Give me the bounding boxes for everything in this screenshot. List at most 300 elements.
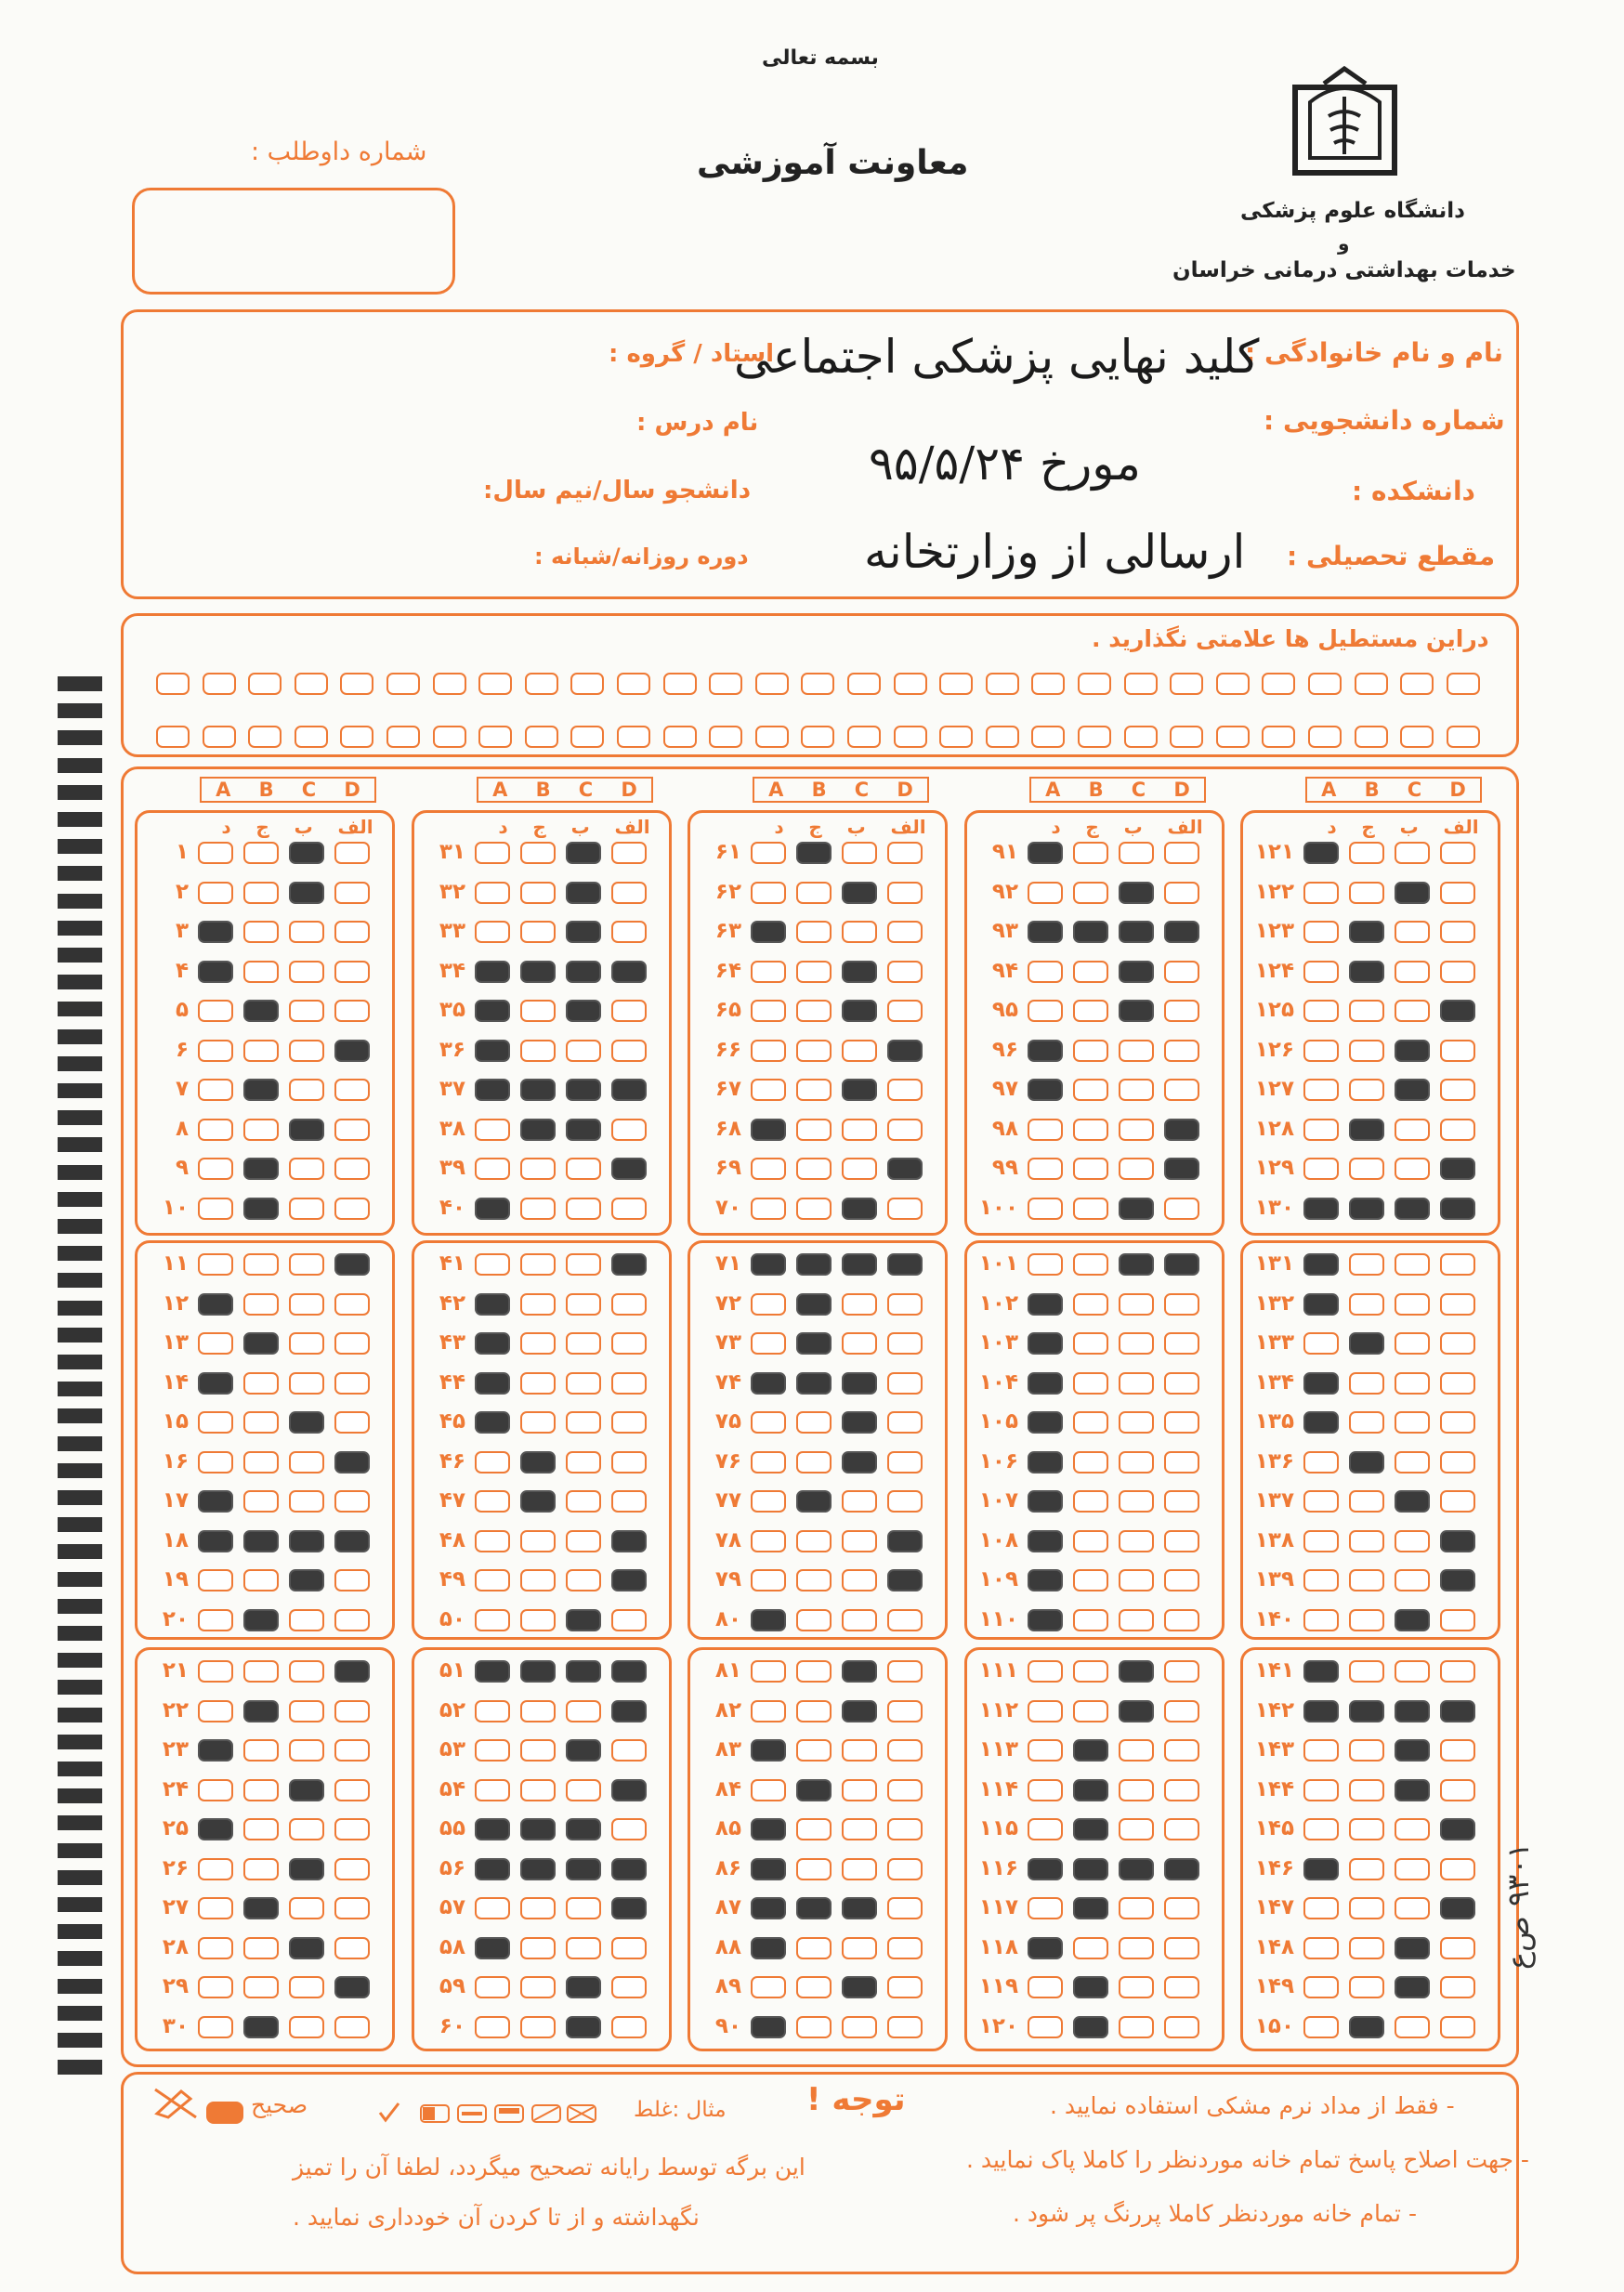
answer-bubble[interactable] — [566, 1897, 601, 1919]
answer-bubble[interactable] — [611, 1700, 647, 1722]
answer-bubble[interactable] — [566, 1779, 601, 1801]
answer-bubble[interactable] — [334, 1569, 370, 1591]
answer-bubble[interactable] — [198, 1897, 233, 1919]
answer-bubble[interactable] — [1119, 1372, 1154, 1395]
answer-bubble[interactable] — [1349, 1660, 1384, 1683]
answer-bubble[interactable] — [520, 1119, 556, 1141]
answer-bubble[interactable] — [1440, 1253, 1475, 1276]
answer-bubble[interactable] — [1028, 1079, 1063, 1101]
answer-bubble[interactable] — [842, 1332, 877, 1355]
answer-bubble[interactable] — [198, 1040, 233, 1062]
answer-bubble[interactable] — [1073, 1293, 1108, 1316]
answer-bubble[interactable] — [1028, 1739, 1063, 1762]
answer-bubble[interactable] — [1303, 1779, 1339, 1801]
answer-bubble[interactable] — [1164, 1858, 1199, 1880]
answer-bubble[interactable] — [1395, 1530, 1430, 1552]
answer-bubble[interactable] — [611, 1198, 647, 1220]
answer-bubble[interactable] — [566, 1976, 601, 1998]
answer-bubble[interactable] — [611, 1040, 647, 1062]
answer-bubble[interactable] — [475, 1198, 510, 1220]
answer-bubble[interactable] — [1073, 1739, 1108, 1762]
answer-bubble[interactable] — [1073, 1779, 1108, 1801]
answer-bubble[interactable] — [198, 1451, 233, 1473]
answer-bubble[interactable] — [751, 1198, 786, 1220]
answer-bubble[interactable] — [887, 1739, 923, 1762]
answer-bubble[interactable] — [842, 1739, 877, 1762]
answer-bubble[interactable] — [1028, 1198, 1063, 1220]
answer-bubble[interactable] — [198, 1158, 233, 1180]
answer-bubble[interactable] — [887, 1937, 923, 1959]
answer-bubble[interactable] — [475, 1818, 510, 1840]
answer-bubble[interactable] — [566, 1158, 601, 1180]
answer-bubble[interactable] — [1164, 921, 1199, 943]
answer-bubble[interactable] — [566, 1530, 601, 1552]
answer-bubble[interactable] — [1164, 1609, 1199, 1631]
answer-bubble[interactable] — [520, 1451, 556, 1473]
answer-bubble[interactable] — [243, 1079, 279, 1101]
answer-bubble[interactable] — [289, 961, 324, 983]
answer-bubble[interactable] — [887, 1858, 923, 1880]
answer-bubble[interactable] — [1119, 2016, 1154, 2038]
answer-bubble[interactable] — [289, 1779, 324, 1801]
answer-bubble[interactable] — [1164, 2016, 1199, 2038]
answer-bubble[interactable] — [751, 921, 786, 943]
answer-bubble[interactable] — [289, 1079, 324, 1101]
answer-bubble[interactable] — [1119, 1569, 1154, 1591]
answer-bubble[interactable] — [751, 1490, 786, 1513]
answer-bubble[interactable] — [1073, 1937, 1108, 1959]
answer-bubble[interactable] — [887, 1293, 923, 1316]
answer-bubble[interactable] — [1164, 1739, 1199, 1762]
answer-bubble[interactable] — [1440, 1490, 1475, 1513]
answer-bubble[interactable] — [842, 1000, 877, 1022]
answer-bubble[interactable] — [475, 842, 510, 864]
answer-bubble[interactable] — [1303, 1569, 1339, 1591]
answer-bubble[interactable] — [1395, 1079, 1430, 1101]
answer-bubble[interactable] — [1028, 1253, 1063, 1276]
answer-bubble[interactable] — [751, 1411, 786, 1434]
answer-bubble[interactable] — [796, 842, 832, 864]
answer-bubble[interactable] — [751, 1700, 786, 1722]
answer-bubble[interactable] — [198, 1569, 233, 1591]
answer-bubble[interactable] — [1349, 1158, 1384, 1180]
answer-bubble[interactable] — [1395, 1040, 1430, 1062]
answer-bubble[interactable] — [1440, 1158, 1475, 1180]
answer-bubble[interactable] — [1028, 961, 1063, 983]
answer-bubble[interactable] — [1395, 1897, 1430, 1919]
answer-bubble[interactable] — [334, 1490, 370, 1513]
answer-bubble[interactable] — [243, 1253, 279, 1276]
answer-bubble[interactable] — [611, 1158, 647, 1180]
answer-bubble[interactable] — [1440, 1451, 1475, 1473]
answer-bubble[interactable] — [566, 1119, 601, 1141]
answer-bubble[interactable] — [566, 921, 601, 943]
answer-bubble[interactable] — [887, 2016, 923, 2038]
answer-bubble[interactable] — [611, 1818, 647, 1840]
answer-bubble[interactable] — [520, 1253, 556, 1276]
answer-bubble[interactable] — [1073, 842, 1108, 864]
answer-bubble[interactable] — [243, 842, 279, 864]
answer-bubble[interactable] — [751, 842, 786, 864]
answer-bubble[interactable] — [1164, 1079, 1199, 1101]
answer-bubble[interactable] — [1440, 1332, 1475, 1355]
answer-bubble[interactable] — [566, 1253, 601, 1276]
answer-bubble[interactable] — [475, 921, 510, 943]
answer-bubble[interactable] — [887, 1253, 923, 1276]
answer-bubble[interactable] — [842, 1411, 877, 1434]
answer-bubble[interactable] — [1119, 842, 1154, 864]
answer-bubble[interactable] — [611, 842, 647, 864]
answer-bubble[interactable] — [1349, 1858, 1384, 1880]
answer-bubble[interactable] — [842, 1818, 877, 1840]
answer-bubble[interactable] — [566, 1451, 601, 1473]
answer-bubble[interactable] — [1028, 1700, 1063, 1722]
answer-bubble[interactable] — [611, 961, 647, 983]
answer-bubble[interactable] — [1073, 1976, 1108, 1998]
answer-bubble[interactable] — [520, 1293, 556, 1316]
answer-bubble[interactable] — [751, 1293, 786, 1316]
answer-bubble[interactable] — [198, 1119, 233, 1141]
answer-bubble[interactable] — [1303, 1660, 1339, 1683]
answer-bubble[interactable] — [243, 1779, 279, 1801]
answer-bubble[interactable] — [566, 1000, 601, 1022]
answer-bubble[interactable] — [334, 1700, 370, 1722]
answer-bubble[interactable] — [611, 1779, 647, 1801]
answer-bubble[interactable] — [1119, 1739, 1154, 1762]
answer-bubble[interactable] — [1395, 1198, 1430, 1220]
answer-bubble[interactable] — [520, 1332, 556, 1355]
answer-bubble[interactable] — [796, 1198, 832, 1220]
answer-bubble[interactable] — [475, 1079, 510, 1101]
answer-bubble[interactable] — [520, 1158, 556, 1180]
answer-bubble[interactable] — [1395, 1976, 1430, 1998]
answer-bubble[interactable] — [1440, 1739, 1475, 1762]
answer-bubble[interactable] — [243, 1490, 279, 1513]
answer-bubble[interactable] — [520, 961, 556, 983]
answer-bubble[interactable] — [243, 1976, 279, 1998]
answer-bubble[interactable] — [520, 882, 556, 904]
answer-bubble[interactable] — [1349, 1937, 1384, 1959]
answer-bubble[interactable] — [796, 1779, 832, 1801]
answer-bubble[interactable] — [1164, 1660, 1199, 1683]
answer-bubble[interactable] — [887, 1976, 923, 1998]
answer-bubble[interactable] — [796, 961, 832, 983]
answer-bubble[interactable] — [243, 1372, 279, 1395]
answer-bubble[interactable] — [1349, 1198, 1384, 1220]
answer-bubble[interactable] — [1440, 1660, 1475, 1683]
answer-bubble[interactable] — [1119, 921, 1154, 943]
answer-bubble[interactable] — [1303, 1937, 1339, 1959]
answer-bubble[interactable] — [1349, 1253, 1384, 1276]
answer-bubble[interactable] — [887, 1490, 923, 1513]
answer-bubble[interactable] — [1395, 882, 1430, 904]
answer-bubble[interactable] — [887, 1569, 923, 1591]
answer-bubble[interactable] — [1119, 1158, 1154, 1180]
answer-bubble[interactable] — [289, 1739, 324, 1762]
answer-bubble[interactable] — [887, 842, 923, 864]
answer-bubble[interactable] — [1164, 1198, 1199, 1220]
answer-bubble[interactable] — [1164, 1569, 1199, 1591]
answer-bubble[interactable] — [1073, 1198, 1108, 1220]
answer-bubble[interactable] — [475, 1119, 510, 1141]
answer-bubble[interactable] — [1119, 1119, 1154, 1141]
answer-bubble[interactable] — [520, 1739, 556, 1762]
answer-bubble[interactable] — [796, 1739, 832, 1762]
answer-bubble[interactable] — [243, 921, 279, 943]
answer-bubble[interactable] — [1395, 1332, 1430, 1355]
answer-bubble[interactable] — [611, 1490, 647, 1513]
answer-bubble[interactable] — [1349, 1332, 1384, 1355]
answer-bubble[interactable] — [611, 1739, 647, 1762]
answer-bubble[interactable] — [1119, 1451, 1154, 1473]
answer-bubble[interactable] — [198, 921, 233, 943]
answer-bubble[interactable] — [198, 1937, 233, 1959]
answer-bubble[interactable] — [1440, 961, 1475, 983]
answer-bubble[interactable] — [1164, 1411, 1199, 1434]
answer-bubble[interactable] — [475, 1739, 510, 1762]
answer-bubble[interactable] — [334, 882, 370, 904]
answer-bubble[interactable] — [887, 1158, 923, 1180]
answer-bubble[interactable] — [751, 1332, 786, 1355]
answer-bubble[interactable] — [520, 1700, 556, 1722]
answer-bubble[interactable] — [198, 1700, 233, 1722]
answer-bubble[interactable] — [243, 1569, 279, 1591]
answer-bubble[interactable] — [566, 1660, 601, 1683]
answer-bubble[interactable] — [796, 1818, 832, 1840]
answer-bubble[interactable] — [1028, 921, 1063, 943]
answer-bubble[interactable] — [751, 1119, 786, 1141]
answer-bubble[interactable] — [1028, 1119, 1063, 1141]
answer-bubble[interactable] — [751, 1739, 786, 1762]
answer-bubble[interactable] — [611, 1660, 647, 1683]
answer-bubble[interactable] — [796, 1490, 832, 1513]
answer-bubble[interactable] — [566, 1937, 601, 1959]
answer-bubble[interactable] — [1349, 2016, 1384, 2038]
answer-bubble[interactable] — [475, 961, 510, 983]
answer-bubble[interactable] — [1349, 1779, 1384, 1801]
answer-bubble[interactable] — [1349, 882, 1384, 904]
answer-bubble[interactable] — [1395, 1858, 1430, 1880]
answer-bubble[interactable] — [1303, 1198, 1339, 1220]
answer-bubble[interactable] — [1349, 1490, 1384, 1513]
answer-bubble[interactable] — [475, 1897, 510, 1919]
answer-bubble[interactable] — [289, 1858, 324, 1880]
answer-bubble[interactable] — [1028, 1411, 1063, 1434]
answer-bubble[interactable] — [566, 1040, 601, 1062]
answer-bubble[interactable] — [475, 1858, 510, 1880]
answer-bubble[interactable] — [1395, 1411, 1430, 1434]
answer-bubble[interactable] — [1440, 1779, 1475, 1801]
answer-bubble[interactable] — [842, 1937, 877, 1959]
answer-bubble[interactable] — [289, 882, 324, 904]
answer-bubble[interactable] — [1164, 1040, 1199, 1062]
answer-bubble[interactable] — [1164, 1253, 1199, 1276]
answer-bubble[interactable] — [1440, 1569, 1475, 1591]
answer-bubble[interactable] — [475, 1530, 510, 1552]
answer-bubble[interactable] — [1073, 1411, 1108, 1434]
answer-bubble[interactable] — [796, 1451, 832, 1473]
answer-bubble[interactable] — [1028, 1372, 1063, 1395]
answer-bubble[interactable] — [243, 1411, 279, 1434]
answer-bubble[interactable] — [1349, 1569, 1384, 1591]
answer-bubble[interactable] — [1119, 1937, 1154, 1959]
answer-bubble[interactable] — [1119, 1660, 1154, 1683]
answer-bubble[interactable] — [1349, 1976, 1384, 1998]
answer-bubble[interactable] — [520, 1897, 556, 1919]
answer-bubble[interactable] — [1349, 1293, 1384, 1316]
answer-bubble[interactable] — [1303, 1858, 1339, 1880]
answer-bubble[interactable] — [520, 1198, 556, 1220]
answer-bubble[interactable] — [611, 2016, 647, 2038]
answer-bubble[interactable] — [1303, 1451, 1339, 1473]
answer-bubble[interactable] — [1440, 1000, 1475, 1022]
answer-bubble[interactable] — [1164, 1372, 1199, 1395]
answer-bubble[interactable] — [334, 2016, 370, 2038]
answer-bubble[interactable] — [887, 1451, 923, 1473]
answer-bubble[interactable] — [1303, 921, 1339, 943]
answer-bubble[interactable] — [475, 1451, 510, 1473]
answer-bubble[interactable] — [842, 842, 877, 864]
answer-bubble[interactable] — [751, 1779, 786, 1801]
answer-bubble[interactable] — [1028, 1858, 1063, 1880]
answer-bubble[interactable] — [334, 921, 370, 943]
answer-bubble[interactable] — [566, 1700, 601, 1722]
answer-bubble[interactable] — [1303, 842, 1339, 864]
answer-bubble[interactable] — [243, 1609, 279, 1631]
answer-bubble[interactable] — [1164, 1490, 1199, 1513]
answer-bubble[interactable] — [751, 1569, 786, 1591]
answer-bubble[interactable] — [475, 1937, 510, 1959]
answer-bubble[interactable] — [1395, 1253, 1430, 1276]
answer-bubble[interactable] — [751, 1609, 786, 1631]
answer-bubble[interactable] — [1073, 1332, 1108, 1355]
answer-bubble[interactable] — [1164, 1976, 1199, 1998]
answer-bubble[interactable] — [796, 1411, 832, 1434]
answer-bubble[interactable] — [1164, 882, 1199, 904]
answer-bubble[interactable] — [334, 1079, 370, 1101]
answer-bubble[interactable] — [1164, 1700, 1199, 1722]
answer-bubble[interactable] — [887, 1700, 923, 1722]
answer-bubble[interactable] — [475, 1253, 510, 1276]
answer-bubble[interactable] — [289, 1530, 324, 1552]
answer-bubble[interactable] — [887, 1040, 923, 1062]
answer-bubble[interactable] — [520, 1779, 556, 1801]
answer-bubble[interactable] — [289, 1937, 324, 1959]
answer-bubble[interactable] — [842, 882, 877, 904]
answer-bubble[interactable] — [887, 961, 923, 983]
answer-bubble[interactable] — [796, 1000, 832, 1022]
answer-bubble[interactable] — [1303, 1818, 1339, 1840]
answer-bubble[interactable] — [1349, 1739, 1384, 1762]
answer-bubble[interactable] — [243, 1858, 279, 1880]
answer-bubble[interactable] — [1303, 1609, 1339, 1631]
answer-bubble[interactable] — [796, 1976, 832, 1998]
answer-bubble[interactable] — [1349, 1530, 1384, 1552]
answer-bubble[interactable] — [796, 1897, 832, 1919]
answer-bubble[interactable] — [1073, 1253, 1108, 1276]
answer-bubble[interactable] — [1073, 1451, 1108, 1473]
answer-bubble[interactable] — [198, 1000, 233, 1022]
answer-bubble[interactable] — [611, 1976, 647, 1998]
answer-bubble[interactable] — [887, 1779, 923, 1801]
answer-bubble[interactable] — [1119, 1411, 1154, 1434]
answer-bubble[interactable] — [1028, 1451, 1063, 1473]
answer-bubble[interactable] — [289, 1198, 324, 1220]
answer-bubble[interactable] — [1349, 1000, 1384, 1022]
answer-bubble[interactable] — [566, 1858, 601, 1880]
answer-bubble[interactable] — [243, 1897, 279, 1919]
answer-bubble[interactable] — [887, 1198, 923, 1220]
answer-bubble[interactable] — [1395, 1119, 1430, 1141]
answer-bubble[interactable] — [1395, 1293, 1430, 1316]
answer-bubble[interactable] — [1303, 961, 1339, 983]
answer-bubble[interactable] — [1349, 1451, 1384, 1473]
answer-bubble[interactable] — [796, 921, 832, 943]
answer-bubble[interactable] — [520, 1976, 556, 1998]
answer-bubble[interactable] — [751, 1976, 786, 1998]
answer-bubble[interactable] — [334, 1332, 370, 1355]
answer-bubble[interactable] — [1028, 1158, 1063, 1180]
answer-bubble[interactable] — [1395, 1937, 1430, 1959]
answer-bubble[interactable] — [1303, 1897, 1339, 1919]
answer-bubble[interactable] — [520, 1937, 556, 1959]
answer-bubble[interactable] — [1395, 2016, 1430, 2038]
answer-bubble[interactable] — [1395, 1158, 1430, 1180]
answer-bubble[interactable] — [334, 1779, 370, 1801]
answer-bubble[interactable] — [1303, 1040, 1339, 1062]
answer-bubble[interactable] — [887, 1079, 923, 1101]
answer-bubble[interactable] — [1395, 842, 1430, 864]
answer-bubble[interactable] — [611, 1411, 647, 1434]
answer-bubble[interactable] — [334, 1040, 370, 1062]
answer-bubble[interactable] — [1440, 1040, 1475, 1062]
answer-bubble[interactable] — [1119, 1779, 1154, 1801]
answer-bubble[interactable] — [796, 1158, 832, 1180]
answer-bubble[interactable] — [1028, 1937, 1063, 1959]
answer-bubble[interactable] — [1164, 1530, 1199, 1552]
answer-bubble[interactable] — [243, 2016, 279, 2038]
answer-bubble[interactable] — [289, 1332, 324, 1355]
answer-bubble[interactable] — [520, 1660, 556, 1683]
answer-bubble[interactable] — [289, 1818, 324, 1840]
answer-bubble[interactable] — [566, 882, 601, 904]
answer-bubble[interactable] — [1440, 1818, 1475, 1840]
answer-bubble[interactable] — [751, 1040, 786, 1062]
answer-bubble[interactable] — [796, 1040, 832, 1062]
answer-bubble[interactable] — [243, 1000, 279, 1022]
answer-bubble[interactable] — [1028, 1293, 1063, 1316]
answer-bubble[interactable] — [1119, 1000, 1154, 1022]
answer-bubble[interactable] — [796, 1660, 832, 1683]
answer-bubble[interactable] — [611, 1372, 647, 1395]
answer-bubble[interactable] — [1303, 1530, 1339, 1552]
answer-bubble[interactable] — [1349, 1897, 1384, 1919]
answer-bubble[interactable] — [334, 1119, 370, 1141]
answer-bubble[interactable] — [198, 1660, 233, 1683]
answer-bubble[interactable] — [1440, 1858, 1475, 1880]
answer-bubble[interactable] — [842, 1079, 877, 1101]
answer-bubble[interactable] — [566, 1411, 601, 1434]
answer-bubble[interactable] — [475, 2016, 510, 2038]
answer-bubble[interactable] — [289, 1700, 324, 1722]
answer-bubble[interactable] — [520, 842, 556, 864]
answer-bubble[interactable] — [1119, 1530, 1154, 1552]
answer-bubble[interactable] — [566, 1079, 601, 1101]
answer-bubble[interactable] — [334, 1858, 370, 1880]
answer-bubble[interactable] — [243, 1332, 279, 1355]
answer-bubble[interactable] — [334, 1609, 370, 1631]
answer-bubble[interactable] — [1119, 1079, 1154, 1101]
